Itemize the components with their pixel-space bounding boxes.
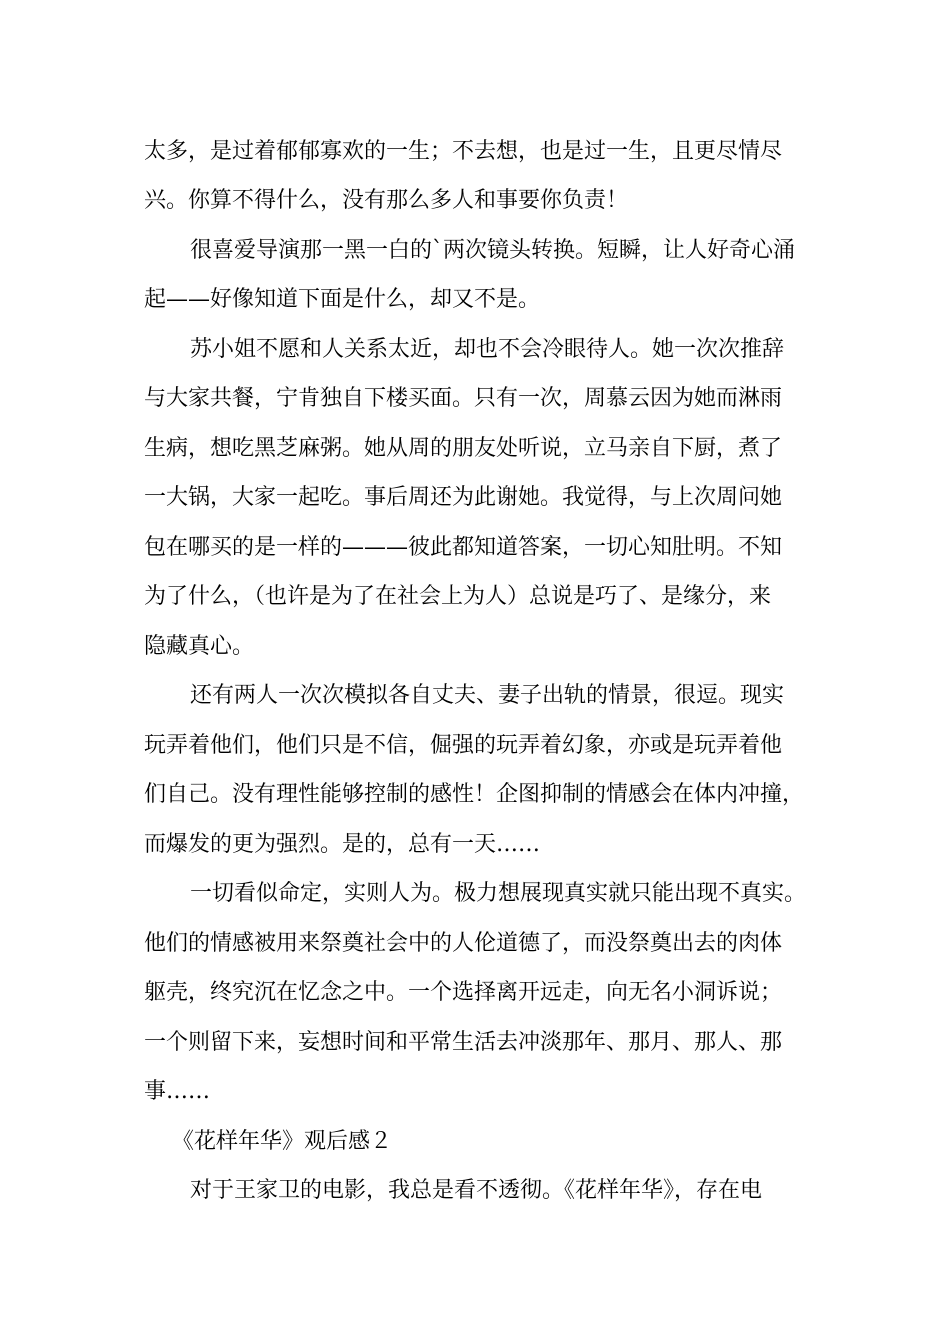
paragraph-first-line: 一切看似命定，实则人为。极力想展现真实就只能出现不真实。 xyxy=(190,881,807,906)
paragraph-first-line: 苏小姐不愿和人关系太近，却也不会冷眼待人。她一次次推辞 xyxy=(190,337,785,362)
paragraph-line: 们自己。没有理性能够控制的感性！企图抑制的情感会在体内冲撞， xyxy=(144,782,805,807)
paragraph-line: 玩弄着他们，他们只是不信，倔强的玩弄着幻象，亦或是玩弄着他 xyxy=(144,733,783,758)
paragraph-line: 起——好像知道下面是什么，却又不是。 xyxy=(144,287,541,312)
paragraph-first-line: 很喜爱导演那一黑一白的`两次镜头转换。短瞬，让人好奇心涌 xyxy=(190,238,796,263)
paragraph-first-line: 还有两人一次次模拟各自丈夫、妻子出轨的情景，很逗。现实 xyxy=(190,683,785,708)
paragraph-line: 一大锅，大家一起吃。事后周还为此谢她。我觉得，与上次周问她 xyxy=(144,485,783,510)
paragraph-line: 兴。你算不得什么，没有那么多人和事要你负责！ xyxy=(144,188,629,213)
paragraph-line: 太多，是过着郁郁寡欢的一生；不去想，也是过一生，且更尽情尽 xyxy=(144,139,783,164)
paragraph-line: 为了什么，（也许是为了在社会上为人）总说是巧了、是缘分，来 xyxy=(144,584,772,609)
paragraph-line: 一个则留下来，妄想时间和平常生活去冲淡那年、那月、那人、那 xyxy=(144,1030,783,1055)
paragraph-line: 他们的情感被用来祭奠社会中的人伦道德了，而没祭奠出去的肉体 xyxy=(144,931,783,956)
paragraph-line: 包在哪买的是一样的———彼此都知道答案，一切心知肚明。不知 xyxy=(144,535,783,560)
paragraph-line: 躯壳，终究沉在忆念之中。一个选择离开远走，向无名小洞诉说； xyxy=(144,980,783,1005)
section-title: 《花样年华》观后感２ xyxy=(172,1129,393,1154)
paragraph-line: 而爆发的更为强烈。是的，总有一天…… xyxy=(144,832,541,857)
paragraph-line: 隐藏真心。 xyxy=(144,634,255,659)
paragraph-line: 生病，想吃黑芝麻粥。她从周的朋友处听说，立马亲自下厨，煮了 xyxy=(144,436,783,461)
paragraph-first-line: 对于王家卫的电影，我总是看不透彻。《花样年华》，存在电 xyxy=(190,1178,763,1203)
paragraph-line: 与大家共餐，宁肯独自下楼买面。只有一次，周慕云因为她而淋雨 xyxy=(144,386,783,411)
paragraph-line: 事…… xyxy=(144,1079,211,1104)
